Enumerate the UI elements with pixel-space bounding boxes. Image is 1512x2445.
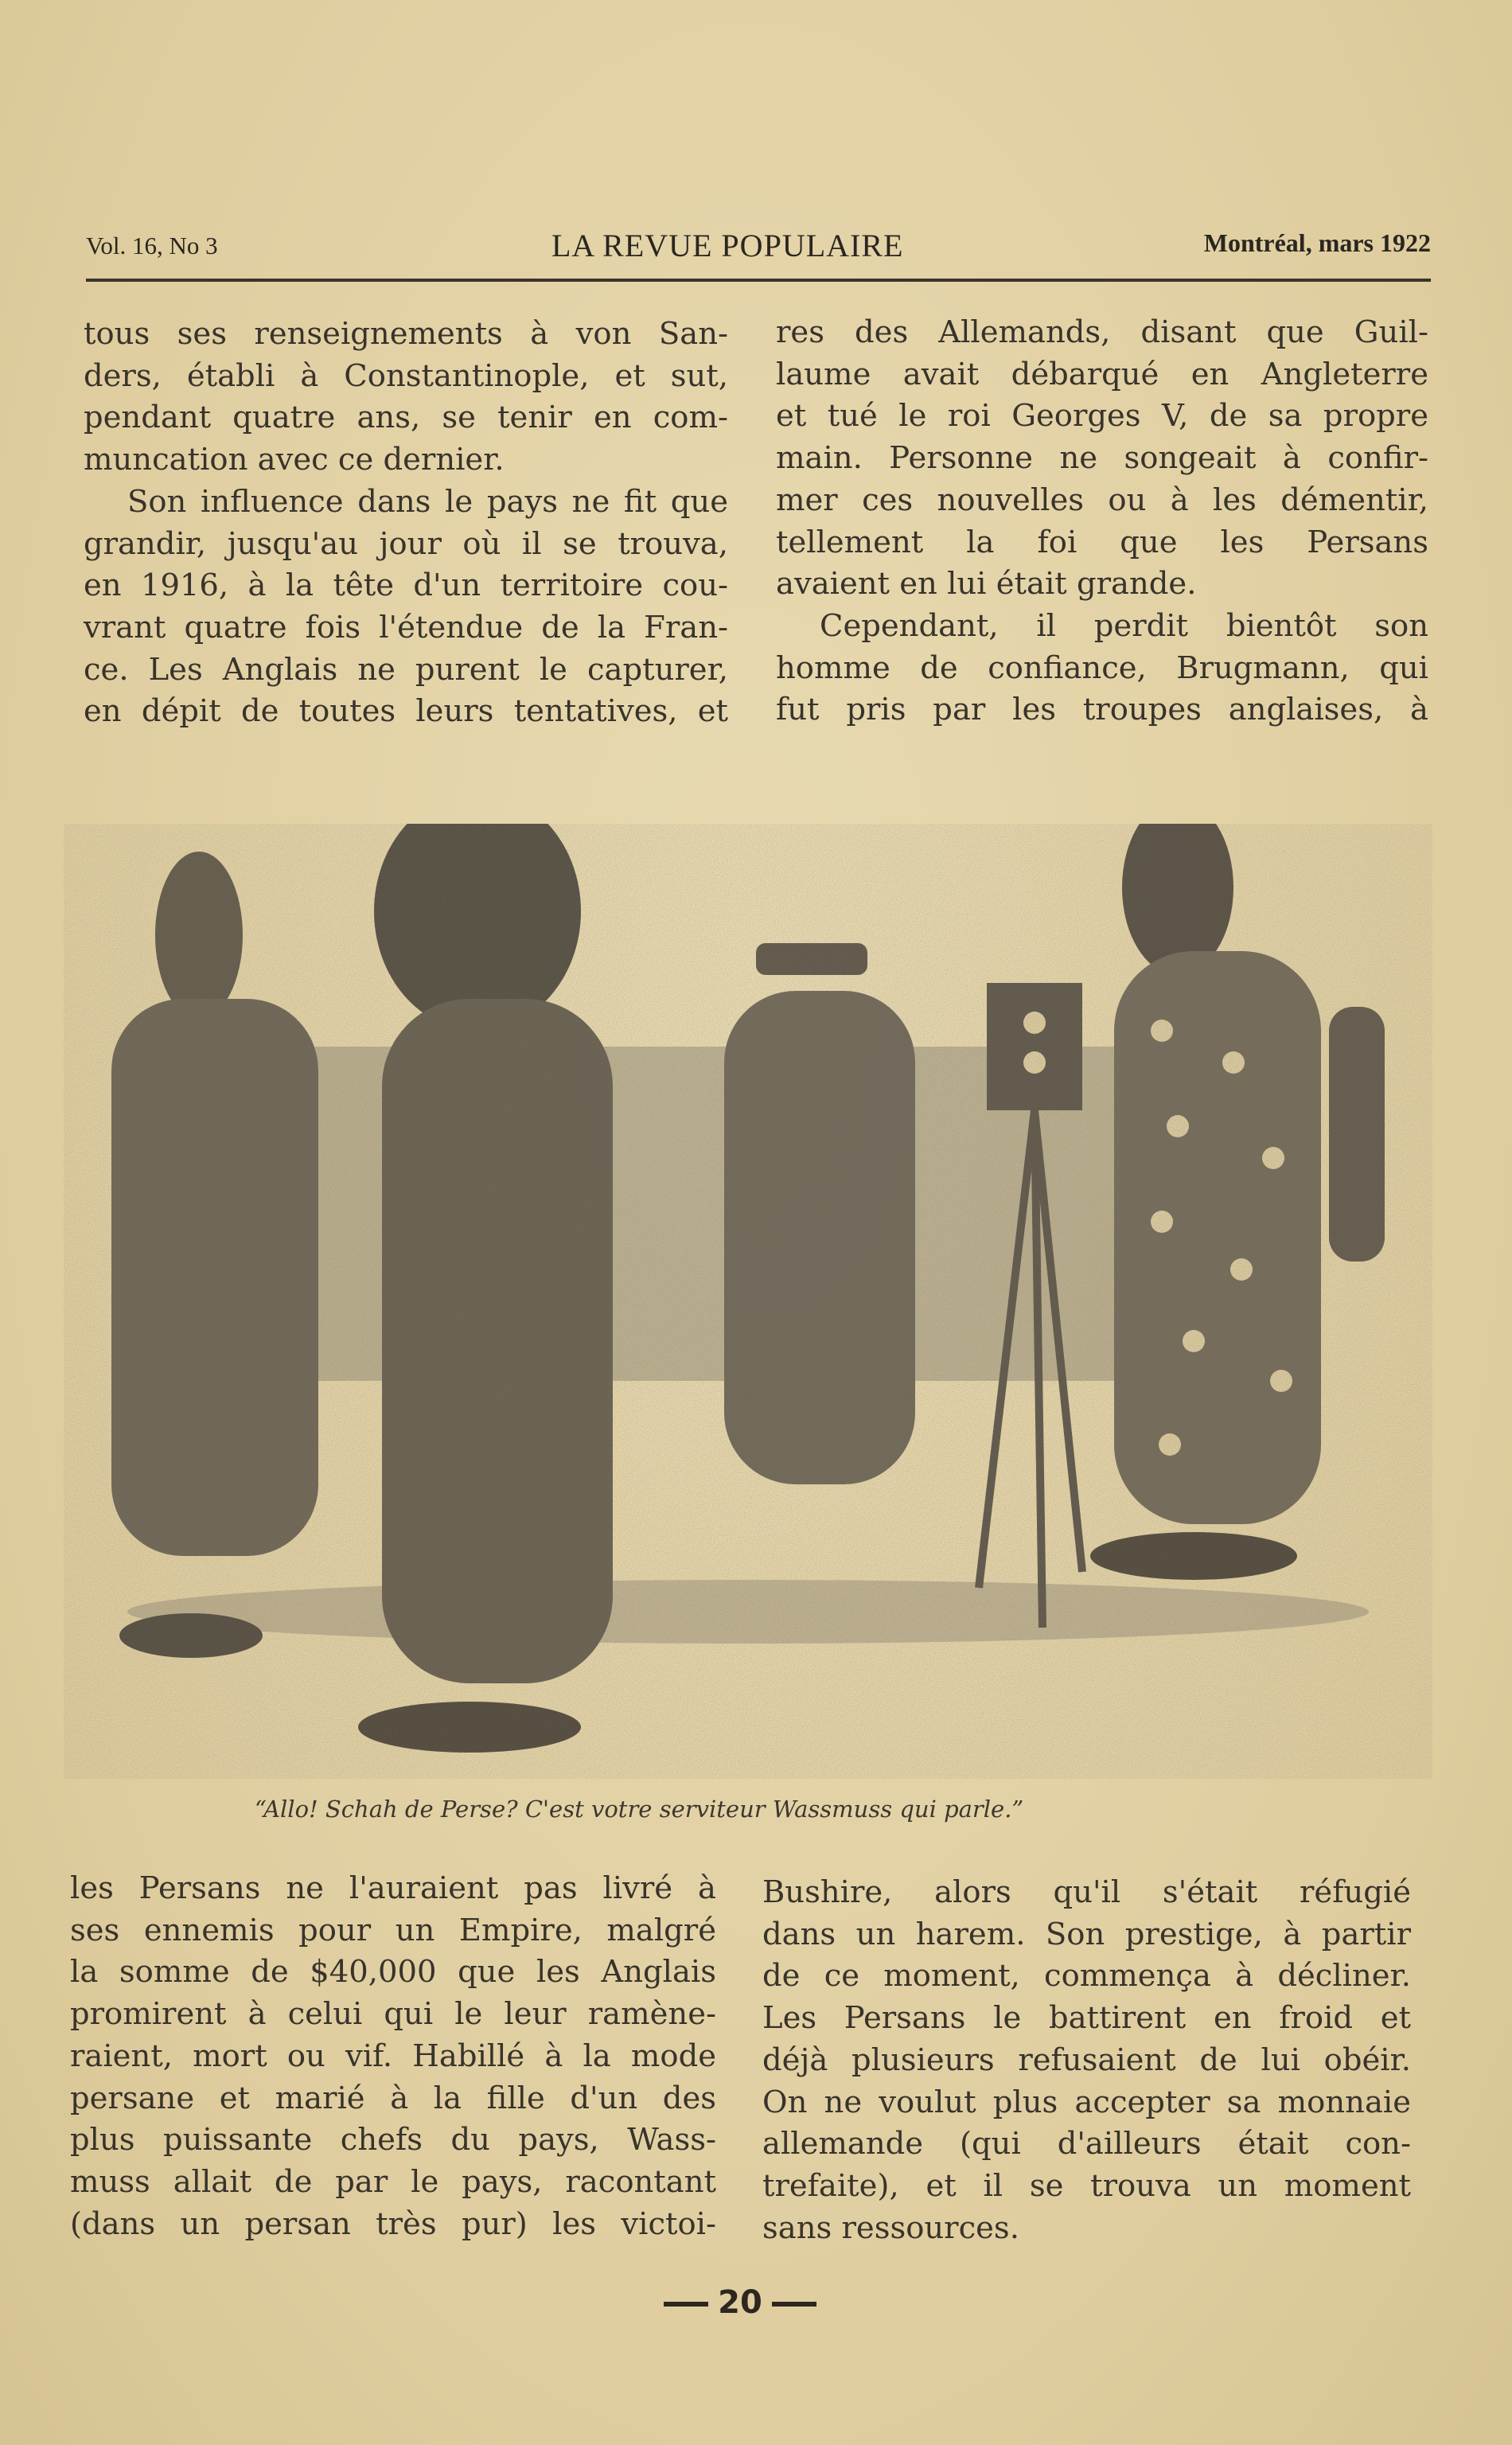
text-line: vrant quatre fois l'étendue de la Fran- <box>84 609 728 645</box>
text-line: muss allait de par le pays, racontant <box>70 2163 716 2200</box>
issue-number: Vol. 16, No 3 <box>86 232 218 259</box>
text-line: de ce moment, commença à décliner. <box>762 1958 1411 1995</box>
text-line: Les Persans le battirent en froid et <box>762 2000 1411 2037</box>
text-line: muncation avec ce dernier. <box>84 442 505 478</box>
text-line: la somme de $40,000 que les Anglais <box>70 1954 716 1991</box>
text-line: allemande (qui d'ailleurs était con- <box>762 2126 1411 2162</box>
text-line: Bushire, alors qu'il s'était réfugié <box>762 1874 1411 1910</box>
text-line: Son influence dans le pays ne fit que <box>127 483 728 520</box>
place-date: Montréal, mars 1922 <box>1203 228 1431 257</box>
page-number-dash-left <box>664 2302 708 2307</box>
text-column-top-left <box>84 314 728 733</box>
text-line: raient, mort ou vif. Habillé à la mode <box>70 2038 716 2074</box>
text-line: en dépit de toutes leurs tentatives, et <box>84 693 728 730</box>
text-line: tellement la foi que les Persans <box>776 524 1428 560</box>
text-line: ders, établi à Constantinople, et sut, <box>84 357 728 394</box>
text-line: ses ennemis pour un Empire, malgré <box>70 1912 716 1948</box>
text-line: en 1916, à la tête d'un territoire cou- <box>84 567 728 604</box>
text-line: promirent à celui qui le leur ramène- <box>70 1996 716 2033</box>
text-column-bottom-left <box>70 1868 716 2245</box>
text-column-bottom-right <box>762 1872 1411 2249</box>
text-line: persane et marié à la fille d'un des <box>70 2080 716 2116</box>
running-header <box>86 227 1431 267</box>
page-number-dash-right <box>772 2302 816 2307</box>
page-number <box>649 2284 832 2321</box>
text-line: main. Personne ne songeait à confir- <box>776 440 1428 477</box>
text-line: On ne voulut plus accepter sa monnaie <box>762 2084 1411 2120</box>
text-line: pendant quatre ans, se tenir en com- <box>84 400 728 436</box>
text-line: et tué le roi Georges V, de sa propre <box>776 398 1428 435</box>
text-line: Cependant, il perdit bientôt son <box>820 607 1428 644</box>
text-line: ce. Les Anglais ne purent le capturer, <box>84 651 728 688</box>
text-line: dans un harem. Son prestige, à partir <box>762 1916 1411 1952</box>
magazine-title: LA REVUE POPULAIRE <box>551 228 904 263</box>
illustration-caption: “Allo! Schah de Perse? C'est votre serviteur Wassmuss qui parle.” <box>255 1796 1024 1823</box>
text-line: fut pris par les troupes anglaises, à <box>776 692 1428 728</box>
text-line: laume avait débarqué en Angleterre <box>776 356 1428 392</box>
text-line: grandir, jusqu'au jour où il se trouva, <box>84 525 728 562</box>
text-line: trefaite), et il se trouva un moment <box>762 2167 1411 2204</box>
text-line: avaient en lui était grande. <box>776 566 1197 602</box>
text-line: plus puissante chefs du pays, Wass- <box>70 2122 716 2158</box>
text-column-top-right <box>776 312 1428 731</box>
text-line: sans ressources. <box>762 2209 1019 2246</box>
page-number-value: 20 <box>718 2284 762 2321</box>
header-rule <box>86 279 1431 282</box>
text-line: les Persans ne l'auraient pas livré à <box>70 1870 716 1906</box>
text-line: (dans un persan très pur) les victoi- <box>70 2205 716 2242</box>
text-line: déjà plusieurs refusaient de lui obéir. <box>762 2041 1411 2078</box>
text-line: tous ses renseignements à von San- <box>84 316 728 352</box>
text-line: res des Allemands, disant que Guil- <box>776 314 1428 350</box>
text-line: homme de confiance, Brugmann, qui <box>776 649 1428 686</box>
engraving-illustration <box>64 824 1432 1779</box>
text-line: mer ces nouvelles ou à les démentir, <box>776 482 1428 518</box>
